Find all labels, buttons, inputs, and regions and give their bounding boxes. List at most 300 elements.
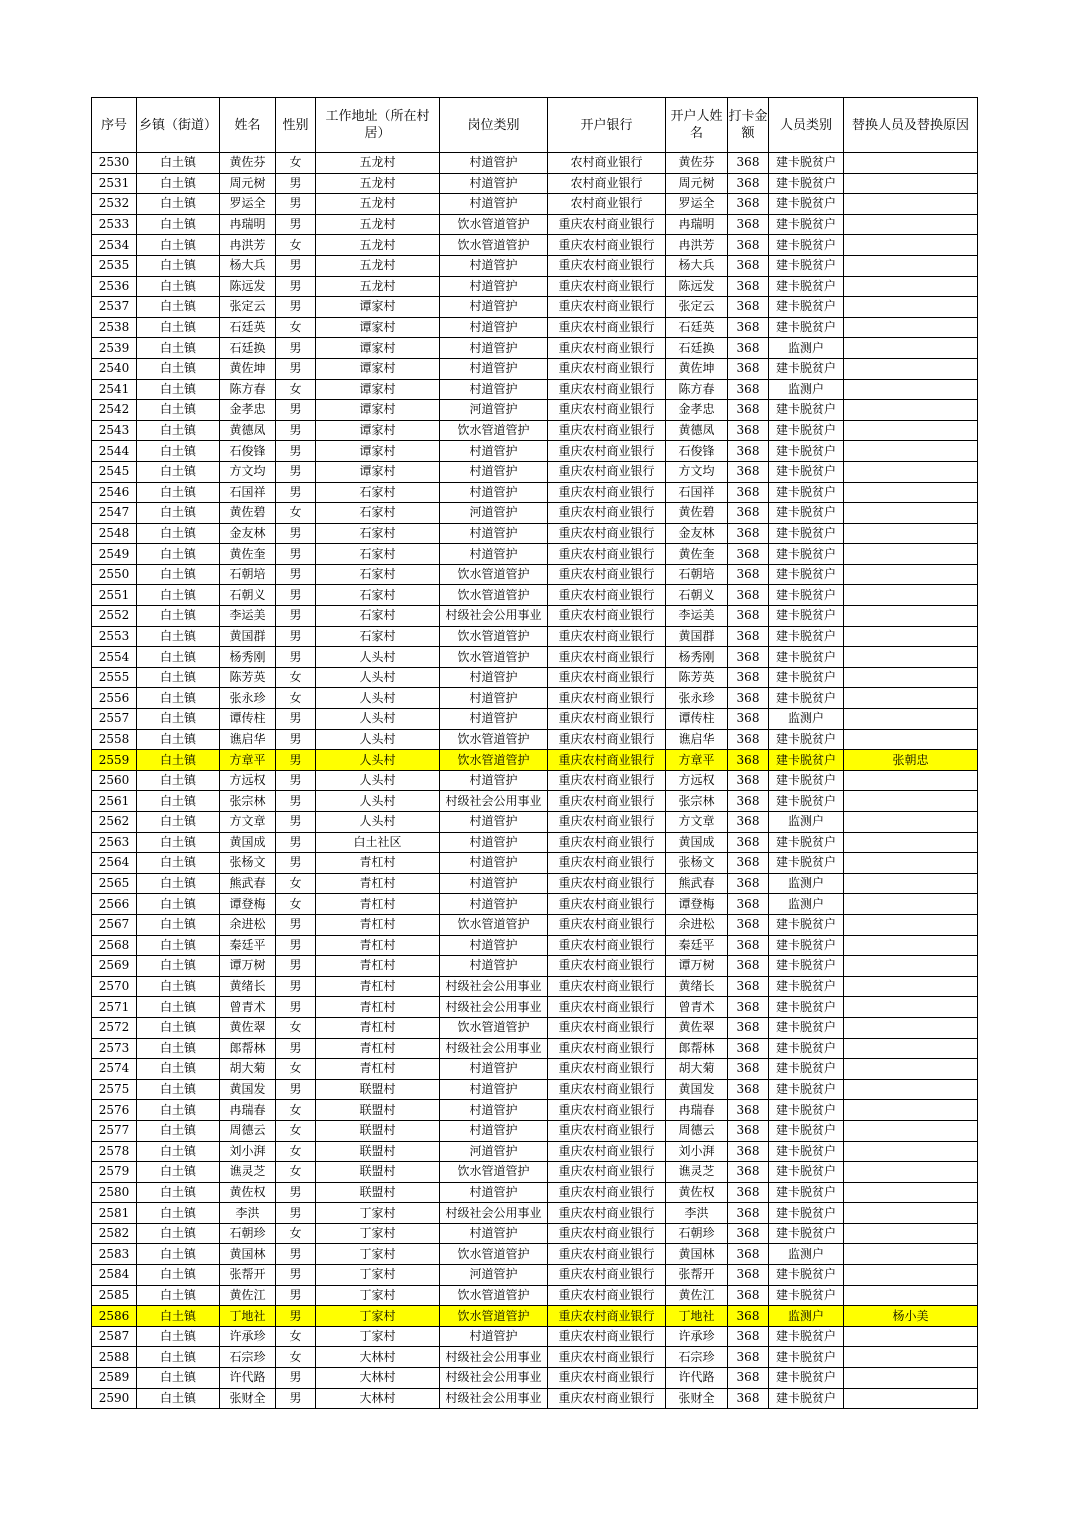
cell-no: 2590 — [92, 1388, 137, 1409]
cell-village: 青杠村 — [316, 1038, 440, 1059]
cell-replace — [844, 482, 978, 503]
cell-replace — [844, 832, 978, 853]
table-row — [92, 709, 978, 730]
cell-post: 饮水管道管护 — [440, 1285, 548, 1306]
cell-sex: 男 — [276, 935, 316, 956]
cell-name: 陈方春 — [220, 379, 276, 400]
cell-bank: 重庆农村商业银行 — [548, 255, 666, 276]
cell-village: 人头村 — [316, 688, 440, 709]
cell-sex: 男 — [276, 400, 316, 421]
cell-replace — [844, 688, 978, 709]
cell-type: 建卡脱贫户 — [769, 1368, 844, 1389]
cell-replace — [844, 770, 978, 791]
cell-town: 白土镇 — [137, 1038, 220, 1059]
cell-amount: 368 — [728, 1306, 769, 1327]
cell-holder: 谯启华 — [666, 729, 728, 750]
table-row — [92, 1285, 978, 1306]
cell-town: 白土镇 — [137, 1368, 220, 1389]
cell-bank: 重庆农村商业银行 — [548, 544, 666, 565]
cell-sex: 男 — [276, 255, 316, 276]
cell-type: 建卡脱贫户 — [769, 688, 844, 709]
cell-name: 郎帮林 — [220, 1038, 276, 1059]
cell-sex: 女 — [276, 379, 316, 400]
table-row — [92, 544, 978, 565]
cell-village: 青杠村 — [316, 997, 440, 1018]
cell-bank: 重庆农村商业银行 — [548, 1306, 666, 1327]
cell-name: 罗运全 — [220, 194, 276, 215]
cell-town: 白土镇 — [137, 750, 220, 771]
cell-replace — [844, 523, 978, 544]
cell-no: 2567 — [92, 914, 137, 935]
cell-post: 村级社会公用事业 — [440, 1388, 548, 1409]
cell-name: 黄国发 — [220, 1079, 276, 1100]
cell-replace — [844, 956, 978, 977]
cell-holder: 秦廷平 — [666, 935, 728, 956]
cell-name: 黄国成 — [220, 832, 276, 853]
cell-village: 石家村 — [316, 606, 440, 627]
cell-bank: 重庆农村商业银行 — [548, 1265, 666, 1286]
cell-sex: 女 — [276, 1223, 316, 1244]
cell-sex: 男 — [276, 214, 316, 235]
header-village: 工作地址（所在村居） — [316, 98, 440, 153]
cell-amount: 368 — [728, 832, 769, 853]
cell-replace: 张朝忠 — [844, 750, 978, 771]
cell-type: 建卡脱贫户 — [769, 750, 844, 771]
cell-replace — [844, 1388, 978, 1409]
cell-type: 建卡脱贫户 — [769, 1162, 844, 1183]
cell-replace — [844, 812, 978, 833]
cell-village: 人头村 — [316, 729, 440, 750]
table-row — [92, 626, 978, 647]
cell-holder: 谯灵芝 — [666, 1162, 728, 1183]
cell-replace — [844, 276, 978, 297]
cell-sex: 男 — [276, 1368, 316, 1389]
cell-no: 2575 — [92, 1079, 137, 1100]
cell-post: 饮水管道管护 — [440, 647, 548, 668]
cell-name: 张杨文 — [220, 853, 276, 874]
cell-name: 冉洪芳 — [220, 235, 276, 256]
cell-holder: 黄佐江 — [666, 1285, 728, 1306]
cell-holder: 周德云 — [666, 1120, 728, 1141]
cell-type: 建卡脱贫户 — [769, 935, 844, 956]
cell-town: 白土镇 — [137, 1203, 220, 1224]
cell-holder: 许承珍 — [666, 1326, 728, 1347]
cell-type: 建卡脱贫户 — [769, 1285, 844, 1306]
cell-post: 村级社会公用事业 — [440, 1347, 548, 1368]
cell-sex: 男 — [276, 358, 316, 379]
cell-amount: 368 — [728, 1368, 769, 1389]
cell-bank: 重庆农村商业银行 — [548, 935, 666, 956]
cell-no: 2578 — [92, 1141, 137, 1162]
cell-name: 陈远发 — [220, 276, 276, 297]
cell-bank: 重庆农村商业银行 — [548, 1223, 666, 1244]
cell-village: 五龙村 — [316, 276, 440, 297]
cell-bank: 重庆农村商业银行 — [548, 461, 666, 482]
cell-name: 谭万树 — [220, 956, 276, 977]
cell-replace — [844, 873, 978, 894]
cell-name: 黄国群 — [220, 626, 276, 647]
table-row — [92, 1306, 978, 1327]
cell-post: 村级社会公用事业 — [440, 997, 548, 1018]
cell-no: 2573 — [92, 1038, 137, 1059]
cell-bank: 重庆农村商业银行 — [548, 1285, 666, 1306]
cell-type: 建卡脱贫户 — [769, 1120, 844, 1141]
cell-name: 黄佐芬 — [220, 153, 276, 174]
cell-sex: 男 — [276, 1203, 316, 1224]
cell-town: 白土镇 — [137, 1223, 220, 1244]
cell-post: 村道管护 — [440, 853, 548, 874]
cell-name: 许代路 — [220, 1368, 276, 1389]
cell-bank: 农村商业银行 — [548, 194, 666, 215]
cell-bank: 重庆农村商业银行 — [548, 379, 666, 400]
cell-sex: 男 — [276, 914, 316, 935]
cell-name: 石朝义 — [220, 585, 276, 606]
cell-amount: 368 — [728, 585, 769, 606]
cell-holder: 石宗珍 — [666, 1347, 728, 1368]
cell-name: 石俊锋 — [220, 441, 276, 462]
cell-post: 村级社会公用事业 — [440, 1368, 548, 1389]
cell-no: 2566 — [92, 894, 137, 915]
table-row — [92, 1244, 978, 1265]
cell-post: 村道管护 — [440, 153, 548, 174]
cell-sex: 女 — [276, 1120, 316, 1141]
cell-village: 谭家村 — [316, 379, 440, 400]
header-sex: 性别 — [276, 98, 316, 153]
table-row — [92, 791, 978, 812]
cell-type: 建卡脱贫户 — [769, 503, 844, 524]
cell-amount: 368 — [728, 1223, 769, 1244]
cell-holder: 张定云 — [666, 297, 728, 318]
cell-post: 村道管护 — [440, 173, 548, 194]
cell-replace — [844, 1368, 978, 1389]
cell-replace — [844, 358, 978, 379]
cell-type: 建卡脱贫户 — [769, 441, 844, 462]
cell-town: 白土镇 — [137, 297, 220, 318]
cell-no: 2561 — [92, 791, 137, 812]
cell-village: 联盟村 — [316, 1162, 440, 1183]
cell-no: 2532 — [92, 194, 137, 215]
cell-post: 河道管护 — [440, 503, 548, 524]
cell-name: 李运美 — [220, 606, 276, 627]
cell-amount: 368 — [728, 997, 769, 1018]
cell-post: 村级社会公用事业 — [440, 791, 548, 812]
cell-replace — [844, 1038, 978, 1059]
cell-holder: 金友林 — [666, 523, 728, 544]
cell-amount: 368 — [728, 770, 769, 791]
cell-holder: 李运美 — [666, 606, 728, 627]
cell-no: 2548 — [92, 523, 137, 544]
cell-town: 白土镇 — [137, 544, 220, 565]
cell-no: 2544 — [92, 441, 137, 462]
header-no: 序号 — [92, 98, 137, 153]
cell-name: 谭登梅 — [220, 894, 276, 915]
cell-post: 村道管护 — [440, 276, 548, 297]
cell-post: 饮水管道管护 — [440, 1017, 548, 1038]
cell-bank: 农村商业银行 — [548, 153, 666, 174]
cell-type: 建卡脱贫户 — [769, 1265, 844, 1286]
table-row — [92, 1038, 978, 1059]
cell-town: 白土镇 — [137, 276, 220, 297]
cell-village: 青杠村 — [316, 853, 440, 874]
table-row — [92, 585, 978, 606]
cell-village: 青杠村 — [316, 1017, 440, 1038]
cell-village: 大林村 — [316, 1347, 440, 1368]
cell-holder: 周元树 — [666, 173, 728, 194]
cell-type: 监测户 — [769, 812, 844, 833]
cell-no: 2586 — [92, 1306, 137, 1327]
cell-bank: 重庆农村商业银行 — [548, 853, 666, 874]
cell-name: 谯灵芝 — [220, 1162, 276, 1183]
cell-village: 大林村 — [316, 1388, 440, 1409]
cell-holder: 金孝忠 — [666, 400, 728, 421]
cell-type: 建卡脱贫户 — [769, 1347, 844, 1368]
cell-amount: 368 — [728, 482, 769, 503]
cell-no: 2540 — [92, 358, 137, 379]
cell-post: 村道管护 — [440, 544, 548, 565]
cell-no: 2577 — [92, 1120, 137, 1141]
cell-village: 丁家村 — [316, 1306, 440, 1327]
table-row — [92, 482, 978, 503]
cell-bank: 重庆农村商业银行 — [548, 832, 666, 853]
cell-name: 石廷英 — [220, 317, 276, 338]
cell-replace — [844, 255, 978, 276]
cell-sex: 男 — [276, 729, 316, 750]
cell-town: 白土镇 — [137, 935, 220, 956]
cell-type: 建卡脱贫户 — [769, 997, 844, 1018]
cell-town: 白土镇 — [137, 667, 220, 688]
cell-amount: 368 — [728, 976, 769, 997]
cell-town: 白土镇 — [137, 1162, 220, 1183]
cell-sex: 男 — [276, 482, 316, 503]
cell-no: 2552 — [92, 606, 137, 627]
cell-amount: 368 — [728, 667, 769, 688]
cell-town: 白土镇 — [137, 338, 220, 359]
cell-bank: 重庆农村商业银行 — [548, 667, 666, 688]
roster-table — [91, 97, 978, 1409]
cell-bank: 重庆农村商业银行 — [548, 1388, 666, 1409]
cell-replace — [844, 1265, 978, 1286]
cell-town: 白土镇 — [137, 1388, 220, 1409]
cell-amount: 368 — [728, 317, 769, 338]
table-row — [92, 564, 978, 585]
cell-replace — [844, 976, 978, 997]
table-row — [92, 750, 978, 771]
cell-bank: 重庆农村商业银行 — [548, 235, 666, 256]
cell-post: 村道管护 — [440, 297, 548, 318]
cell-post: 河道管护 — [440, 1141, 548, 1162]
cell-holder: 方文均 — [666, 461, 728, 482]
cell-post: 村道管护 — [440, 812, 548, 833]
cell-bank: 重庆农村商业银行 — [548, 626, 666, 647]
cell-post: 村道管护 — [440, 770, 548, 791]
cell-amount: 368 — [728, 1059, 769, 1080]
cell-village: 石家村 — [316, 585, 440, 606]
cell-holder: 李洪 — [666, 1203, 728, 1224]
cell-sex: 男 — [276, 173, 316, 194]
cell-type: 建卡脱贫户 — [769, 461, 844, 482]
cell-town: 白土镇 — [137, 441, 220, 462]
cell-bank: 重庆农村商业银行 — [548, 317, 666, 338]
cell-holder: 石朝义 — [666, 585, 728, 606]
cell-village: 丁家村 — [316, 1326, 440, 1347]
cell-name: 周元树 — [220, 173, 276, 194]
cell-bank: 重庆农村商业银行 — [548, 709, 666, 730]
cell-name: 余进松 — [220, 914, 276, 935]
cell-post: 饮水管道管护 — [440, 1162, 548, 1183]
table-row — [92, 729, 978, 750]
cell-post: 村道管护 — [440, 667, 548, 688]
cell-sex: 女 — [276, 894, 316, 915]
cell-amount: 368 — [728, 153, 769, 174]
cell-town: 白土镇 — [137, 461, 220, 482]
cell-holder: 冉洪芳 — [666, 235, 728, 256]
cell-post: 村道管护 — [440, 194, 548, 215]
cell-village: 人头村 — [316, 791, 440, 812]
cell-post: 村道管护 — [440, 935, 548, 956]
cell-no: 2531 — [92, 173, 137, 194]
cell-name: 黄佐翠 — [220, 1017, 276, 1038]
cell-town: 白土镇 — [137, 585, 220, 606]
cell-name: 曾青术 — [220, 997, 276, 1018]
cell-village: 青杠村 — [316, 914, 440, 935]
cell-bank: 重庆农村商业银行 — [548, 400, 666, 421]
cell-type: 建卡脱贫户 — [769, 564, 844, 585]
cell-amount: 368 — [728, 400, 769, 421]
cell-replace — [844, 173, 978, 194]
cell-no: 2556 — [92, 688, 137, 709]
cell-post: 村道管护 — [440, 317, 548, 338]
cell-no: 2553 — [92, 626, 137, 647]
cell-town: 白土镇 — [137, 420, 220, 441]
table-row — [92, 255, 978, 276]
cell-type: 建卡脱贫户 — [769, 647, 844, 668]
cell-type: 建卡脱贫户 — [769, 317, 844, 338]
table-row — [92, 1388, 978, 1409]
table-row — [92, 523, 978, 544]
cell-replace — [844, 420, 978, 441]
table-row — [92, 358, 978, 379]
cell-replace — [844, 585, 978, 606]
cell-post: 饮水管道管护 — [440, 729, 548, 750]
cell-village: 谭家村 — [316, 297, 440, 318]
cell-holder: 黄绪长 — [666, 976, 728, 997]
cell-village: 青杠村 — [316, 956, 440, 977]
cell-village: 石家村 — [316, 544, 440, 565]
cell-sex: 男 — [276, 1388, 316, 1409]
cell-type: 建卡脱贫户 — [769, 1203, 844, 1224]
cell-name: 张帮开 — [220, 1265, 276, 1286]
cell-bank: 重庆农村商业银行 — [548, 420, 666, 441]
cell-amount: 368 — [728, 214, 769, 235]
cell-no: 2543 — [92, 420, 137, 441]
cell-replace — [844, 626, 978, 647]
cell-post: 村道管护 — [440, 255, 548, 276]
cell-bank: 重庆农村商业银行 — [548, 1182, 666, 1203]
cell-replace — [844, 379, 978, 400]
cell-replace — [844, 214, 978, 235]
cell-no: 2546 — [92, 482, 137, 503]
cell-amount: 368 — [728, 1182, 769, 1203]
cell-name: 黄德凤 — [220, 420, 276, 441]
cell-sex: 女 — [276, 1162, 316, 1183]
cell-village: 石家村 — [316, 564, 440, 585]
cell-holder: 方远权 — [666, 770, 728, 791]
cell-sex: 男 — [276, 276, 316, 297]
table-row — [92, 338, 978, 359]
cell-amount: 368 — [728, 1203, 769, 1224]
cell-post: 村道管护 — [440, 832, 548, 853]
cell-no: 2574 — [92, 1059, 137, 1080]
table-row — [92, 214, 978, 235]
cell-sex: 男 — [276, 1182, 316, 1203]
cell-bank: 重庆农村商业银行 — [548, 1244, 666, 1265]
cell-amount: 368 — [728, 420, 769, 441]
cell-holder: 张宗林 — [666, 791, 728, 812]
cell-type: 建卡脱贫户 — [769, 585, 844, 606]
cell-replace — [844, 153, 978, 174]
cell-name: 陈芳英 — [220, 667, 276, 688]
cell-town: 白土镇 — [137, 317, 220, 338]
cell-post: 饮水管道管护 — [440, 420, 548, 441]
cell-town: 白土镇 — [137, 1306, 220, 1327]
cell-amount: 368 — [728, 235, 769, 256]
cell-replace — [844, 461, 978, 482]
table-row — [92, 935, 978, 956]
cell-type: 建卡脱贫户 — [769, 667, 844, 688]
cell-village: 丁家村 — [316, 1265, 440, 1286]
cell-village: 五龙村 — [316, 153, 440, 174]
cell-name: 黄佐奎 — [220, 544, 276, 565]
cell-amount: 368 — [728, 503, 769, 524]
cell-bank: 重庆农村商业银行 — [548, 482, 666, 503]
cell-town: 白土镇 — [137, 791, 220, 812]
cell-bank: 重庆农村商业银行 — [548, 1326, 666, 1347]
cell-post: 村道管护 — [440, 461, 548, 482]
cell-sex: 男 — [276, 647, 316, 668]
cell-town: 白土镇 — [137, 1244, 220, 1265]
cell-amount: 368 — [728, 1388, 769, 1409]
table-row — [92, 153, 978, 174]
cell-no: 2584 — [92, 1265, 137, 1286]
cell-type: 建卡脱贫户 — [769, 1223, 844, 1244]
table-row — [92, 1203, 978, 1224]
cell-amount: 368 — [728, 1079, 769, 1100]
cell-bank: 重庆农村商业银行 — [548, 1162, 666, 1183]
cell-name: 黄佐江 — [220, 1285, 276, 1306]
cell-bank: 重庆农村商业银行 — [548, 214, 666, 235]
cell-sex: 男 — [276, 750, 316, 771]
cell-name: 石朝培 — [220, 564, 276, 585]
cell-sex: 男 — [276, 1306, 316, 1327]
cell-replace — [844, 667, 978, 688]
cell-village: 谭家村 — [316, 461, 440, 482]
cell-no: 2562 — [92, 812, 137, 833]
cell-type: 建卡脱贫户 — [769, 482, 844, 503]
cell-type: 建卡脱贫户 — [769, 214, 844, 235]
cell-name: 张永珍 — [220, 688, 276, 709]
cell-no: 2565 — [92, 873, 137, 894]
cell-replace — [844, 1223, 978, 1244]
cell-type: 建卡脱贫户 — [769, 956, 844, 977]
cell-bank: 重庆农村商业银行 — [548, 647, 666, 668]
cell-no: 2536 — [92, 276, 137, 297]
cell-amount: 368 — [728, 688, 769, 709]
cell-no: 2563 — [92, 832, 137, 853]
cell-bank: 重庆农村商业银行 — [548, 1059, 666, 1080]
table-row — [92, 914, 978, 935]
cell-amount: 368 — [728, 956, 769, 977]
cell-village: 丁家村 — [316, 1223, 440, 1244]
